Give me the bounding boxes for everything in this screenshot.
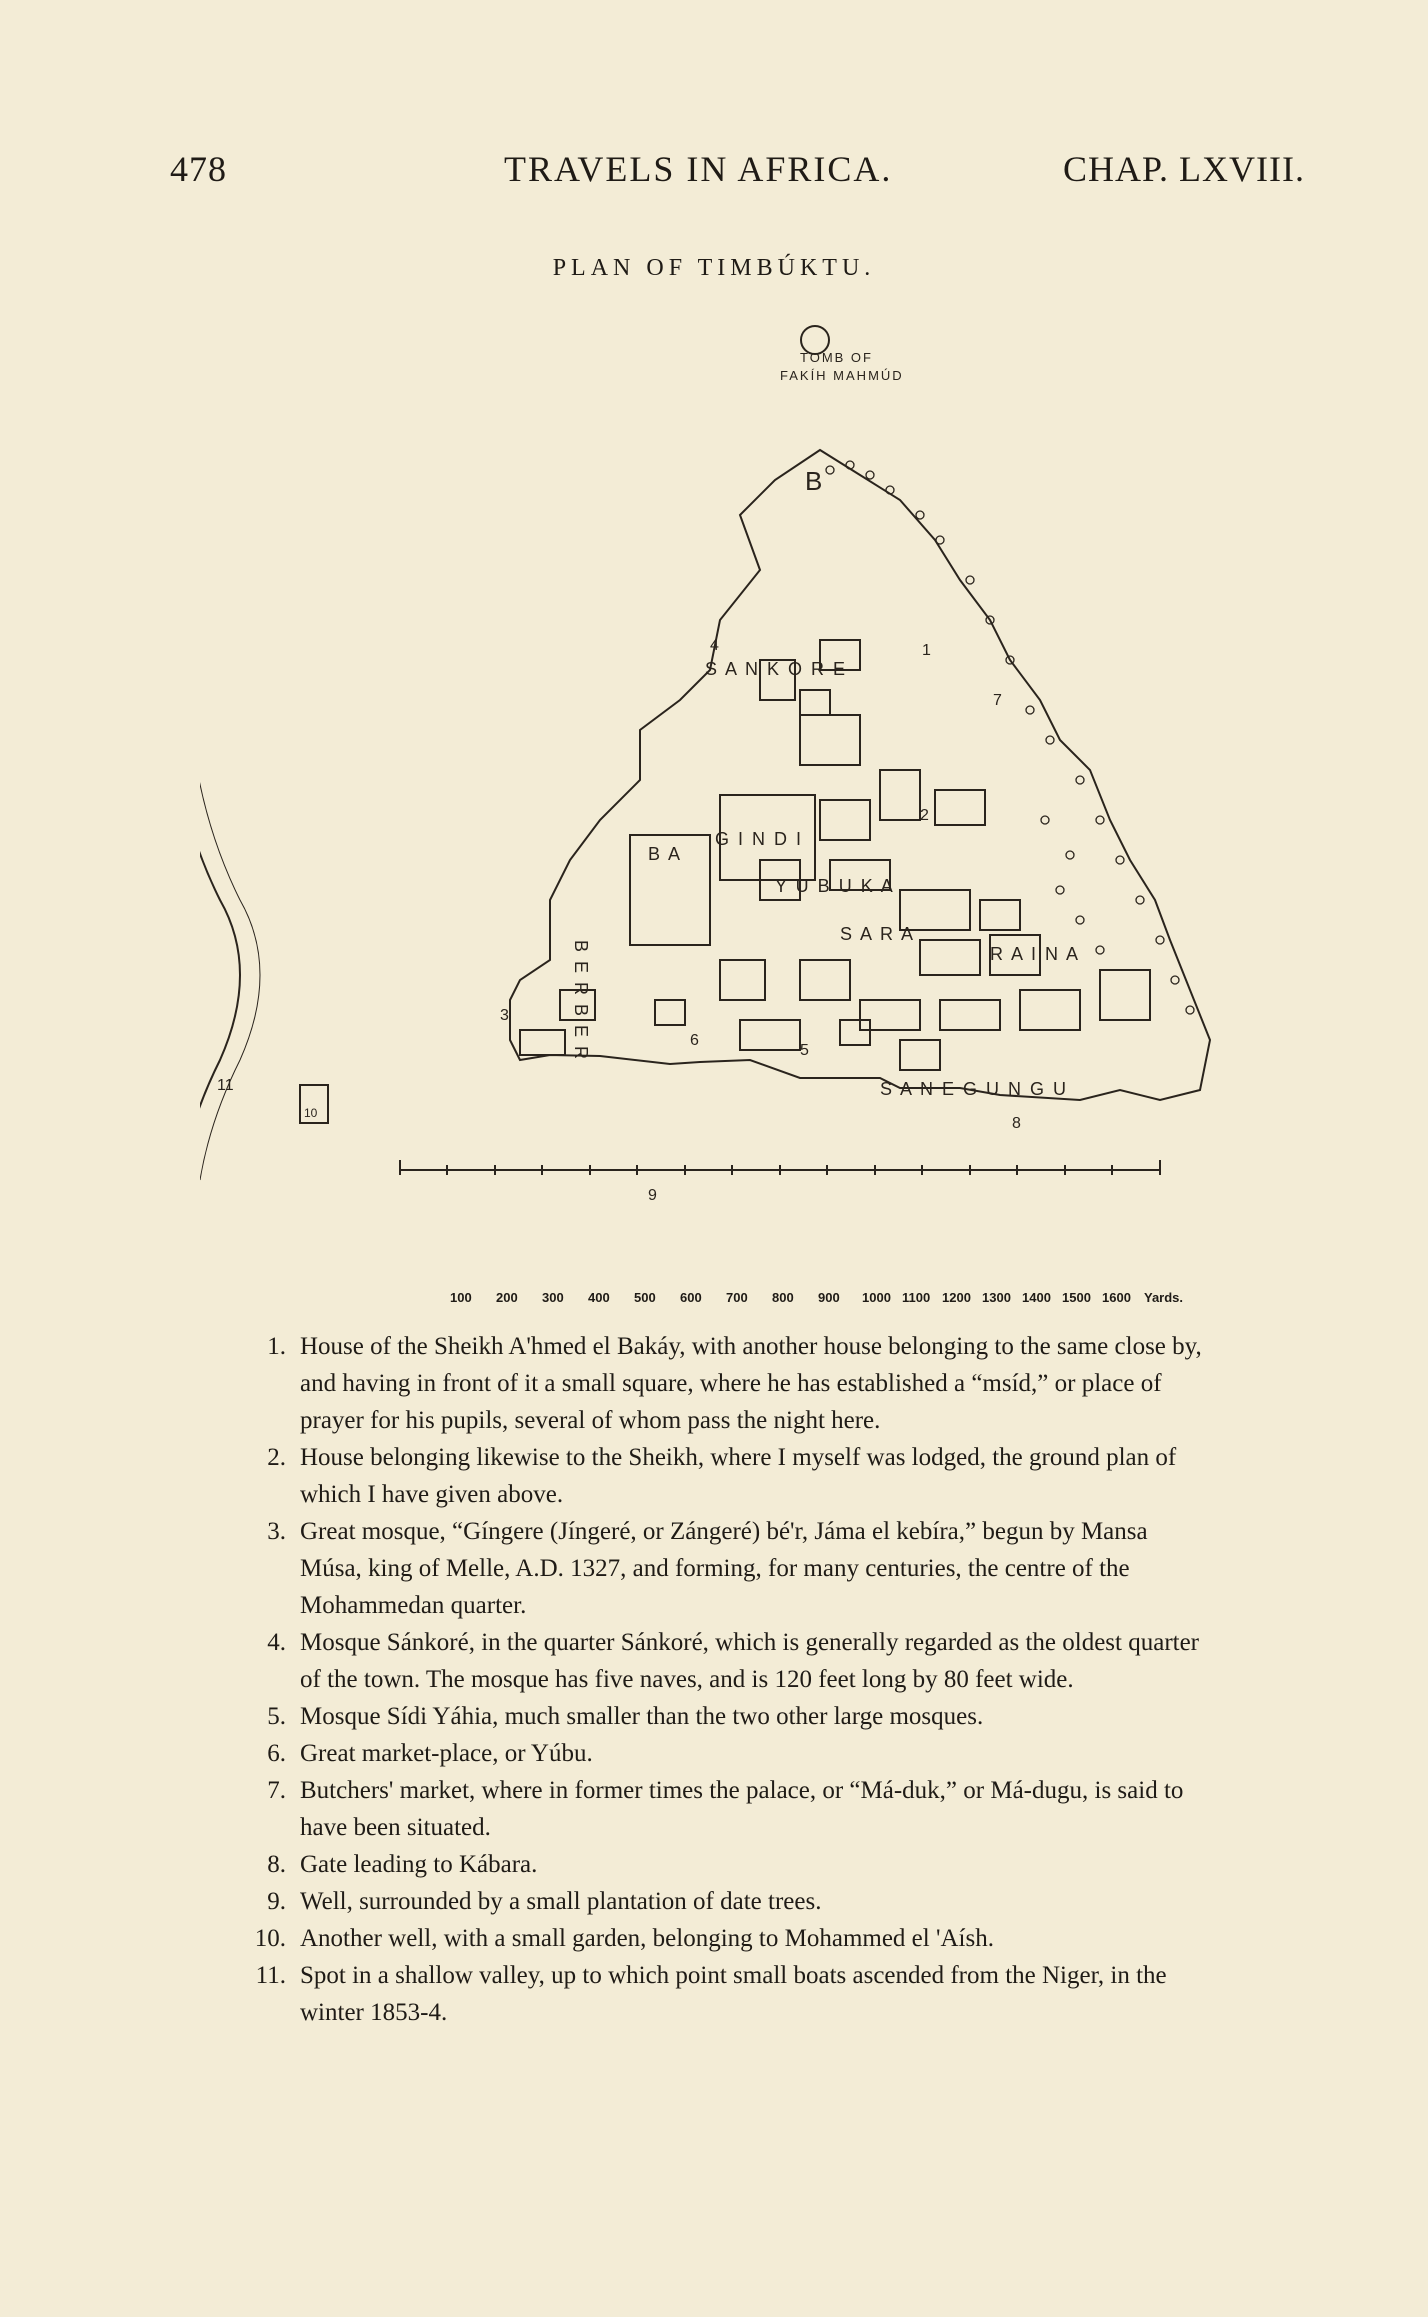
map-number-1: 1 xyxy=(922,642,931,659)
legend-text: Butchers' market, where in former times the palace, or “Má-duk,” or Má-dugu, is said to have been situated. xyxy=(300,1777,1184,1841)
legend-text: Mosque Sídi Yáhia, much smaller than the two other large mosques. xyxy=(300,1703,984,1730)
scale-label: 1500 xyxy=(1062,1290,1091,1305)
tomb-label-1: TOMB OF xyxy=(800,350,873,365)
quarter-sankore: S A N K O R E xyxy=(705,659,848,679)
b-marker: B xyxy=(805,466,825,496)
quarter-sara: S A R A xyxy=(840,924,916,944)
map-number-11: 11 xyxy=(217,1077,234,1094)
legend-text: Another well, with a small garden, belonging to Mohammed el 'Aísh. xyxy=(300,1925,994,1952)
legend-item xyxy=(240,1439,1210,1513)
quarter-sanegungu: S A N E G U N G U xyxy=(880,1079,1069,1099)
scale-label: 400 xyxy=(588,1290,610,1305)
legend-item xyxy=(240,1735,1210,1772)
legend-text: Great mosque, “Gíngere (Jíngeré, or Zángeré) bé'r, Jáma el kebíra,” begun by Mansa Músa, king of Melle, A.D. 1327, and forming, for many centuries, the centre of the Mohammedan quarter. xyxy=(300,1518,1148,1619)
map-number-6: 6 xyxy=(690,1032,699,1049)
legend-number: 4. xyxy=(267,1629,286,1656)
scale-labels xyxy=(450,1290,1270,1314)
quarter-gindi: G I N D I xyxy=(715,829,804,849)
scale-label: 700 xyxy=(726,1290,748,1305)
legend-number: 2. xyxy=(267,1444,286,1471)
legend-number: 8. xyxy=(267,1851,286,1878)
page-header xyxy=(170,148,1305,198)
legend-text: Well, surrounded by a small plantation of date trees. xyxy=(300,1888,822,1915)
scale-label: 300 xyxy=(542,1290,564,1305)
map-number-8: 8 xyxy=(1012,1115,1021,1132)
legend-item xyxy=(240,1513,1210,1624)
chapter-label: CHAP. LXVIII. xyxy=(1063,149,1305,189)
legend-item xyxy=(240,1957,1210,2031)
legend-number: 10. xyxy=(254,1925,286,1952)
map-number-10: 10 xyxy=(304,1106,318,1120)
quarter-ba: B A xyxy=(648,844,683,864)
scale-label: 800 xyxy=(772,1290,794,1305)
scale-label: 1400 xyxy=(1022,1290,1051,1305)
legend-number: 7. xyxy=(267,1777,286,1804)
legend-text: Gate leading to Kábara. xyxy=(300,1851,538,1878)
legend-text: Great market-place, or Yúbu. xyxy=(300,1740,593,1767)
legend-item xyxy=(240,1772,1210,1846)
legend-number: 5. xyxy=(267,1703,286,1730)
legend-number: 1. xyxy=(267,1333,286,1360)
scale-label: 200 xyxy=(496,1290,518,1305)
legend-text: Mosque Sánkoré, in the quarter Sánkoré, which is generally regarded as the oldest quarter of the town. The mosque has five naves, and is 120 feet long by 80 feet wide. xyxy=(300,1629,1200,1693)
plan-drawing xyxy=(200,300,1320,1300)
legend-item xyxy=(240,1624,1210,1698)
scale-label: 900 xyxy=(818,1290,840,1305)
legend-number: 9. xyxy=(267,1888,286,1915)
tomb-label-2: FAKÍH MAHMÚD xyxy=(780,368,904,383)
legend-number: 3. xyxy=(267,1518,286,1545)
scale-label: 1100 xyxy=(902,1290,931,1305)
legend-text: House of the Sheikh A'hmed el Bakáy, with another house belonging to the same close by, and having in front of it a small square, where he has established a “msíd,” or place of prayer for his pupils, several of whom pass the night here. xyxy=(300,1333,1202,1434)
scale-label: 100 xyxy=(450,1290,472,1305)
scale-label: 1300 xyxy=(982,1290,1011,1305)
legend-item xyxy=(240,1698,1210,1735)
map-number-2: 2 xyxy=(920,807,929,824)
map-number-3: 3 xyxy=(500,1007,509,1024)
page-number: 478 xyxy=(170,149,227,189)
scale-label: 1200 xyxy=(942,1290,971,1305)
legend-item xyxy=(240,1846,1210,1883)
scale-label: 600 xyxy=(680,1290,702,1305)
running-title: TRAVELS IN AFRICA. xyxy=(504,149,893,189)
legend-text: House belonging likewise to the Sheikh, where I myself was lodged, the ground plan of which I have given above. xyxy=(300,1444,1177,1508)
scale-label: 1600 xyxy=(1102,1290,1131,1305)
map-number-7: 7 xyxy=(993,692,1002,709)
timbuktu-plan-map xyxy=(200,300,1320,1300)
scale-label: 500 xyxy=(634,1290,656,1305)
map-number-4: 4 xyxy=(710,637,719,654)
quarter-raina: R A I N A xyxy=(990,944,1081,964)
figure-title: PLAN OF TIMBÚKTU. xyxy=(552,255,876,281)
legend-number: 6. xyxy=(267,1740,286,1767)
legend-item xyxy=(240,1883,1210,1920)
legend-text: Spot in a shallow valley, up to which point small boats ascended from the Niger, in the winter 1853-4. xyxy=(300,1962,1167,2026)
legend-number: 11. xyxy=(255,1962,286,1989)
legend-item xyxy=(240,1328,1210,1439)
plan-legend xyxy=(240,1328,1210,2031)
quarter-berber: B E R B E R xyxy=(571,940,591,1062)
map-number-5: 5 xyxy=(800,1042,809,1059)
legend-item xyxy=(240,1920,1210,1957)
map-number-9: 9 xyxy=(648,1187,657,1204)
quarter-yubuka: Y U B U K A xyxy=(775,876,895,896)
scale-label: 1000 xyxy=(862,1290,891,1305)
scale-unit: Yards. xyxy=(1144,1290,1184,1305)
